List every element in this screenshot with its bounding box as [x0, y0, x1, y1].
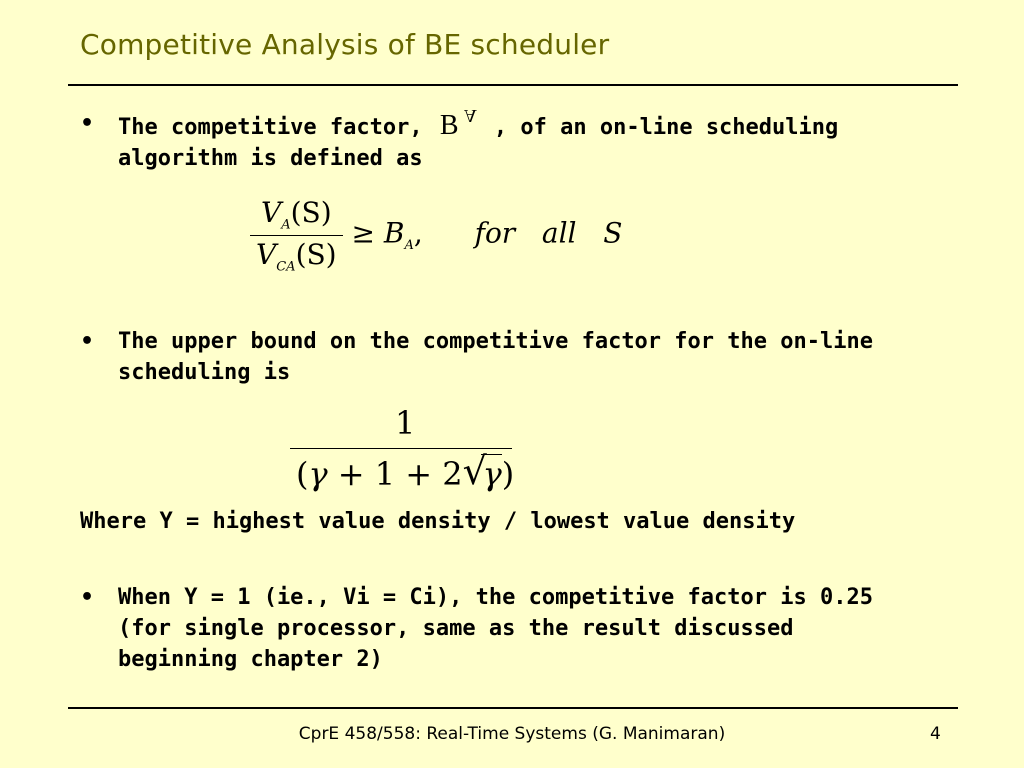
- upper-bound-formula: [290, 404, 520, 493]
- bound-denominator: (γ + 1 + 2 √ γ): [296, 449, 515, 493]
- page-number: 4: [930, 724, 941, 744]
- bullet-text-line1: The upper bound on the competitive factor for the on-line: [118, 329, 873, 354]
- bullet-text-line1: When Y = 1 (ie., Vi = Ci), the competitive factor is 0.25: [118, 585, 873, 610]
- where-line: Where Y = highest value density / lowest value density: [80, 509, 796, 534]
- ratio-fraction: [250, 196, 343, 274]
- fraction-numerator: $V_A(S)$: [260, 196, 332, 233]
- inline-b: B: [439, 110, 459, 141]
- for-all-s: for all S: [474, 216, 623, 250]
- inline-a-flipped: A: [463, 106, 477, 126]
- bullet-when-y-equals-1: [80, 582, 873, 675]
- formula-comma: ,: [413, 216, 423, 250]
- bullet-text: [118, 326, 873, 388]
- bullet-text-line1-pre: The competitive factor,: [118, 115, 436, 140]
- formula-b-sub: A: [404, 238, 414, 254]
- inline-ba-formula: [436, 106, 494, 141]
- title-divider: [68, 84, 958, 86]
- bullet-dot: •: [80, 111, 95, 136]
- bullet-competitive-factor: [80, 108, 838, 174]
- sqrt-gamma: √ γ: [462, 449, 502, 493]
- bullet-text: [118, 582, 873, 675]
- footer-divider: [68, 707, 958, 709]
- footer-text: CprE 458/558: Real-Time Systems (G. Manimaran): [298, 724, 726, 744]
- bullet-text-line2: algorithm is defined as: [118, 146, 423, 171]
- bullet-dot: •: [80, 585, 95, 610]
- fraction-denominator: $V_{CA}(S)$: [256, 237, 337, 275]
- bullet-text: [118, 108, 838, 174]
- bullet-text-line2: scheduling is: [118, 360, 291, 385]
- slide-title: Competitive Analysis of BE scheduler: [80, 28, 610, 61]
- bound-numerator: 1: [394, 404, 416, 442]
- bullet-text-line2: (for single processor, same as the result discussed: [118, 616, 794, 641]
- geq-symbol: ≥: [351, 216, 375, 250]
- formula-b: B: [383, 216, 405, 250]
- bullet-text-line3: beginning chapter 2): [118, 647, 383, 672]
- bullet-dot: •: [80, 329, 95, 354]
- bullet-text-line1-post: , of an on-line scheduling: [493, 115, 839, 140]
- bullet-upper-bound: [80, 326, 873, 388]
- competitive-factor-formula: [250, 196, 622, 274]
- bound-fraction: [290, 404, 520, 493]
